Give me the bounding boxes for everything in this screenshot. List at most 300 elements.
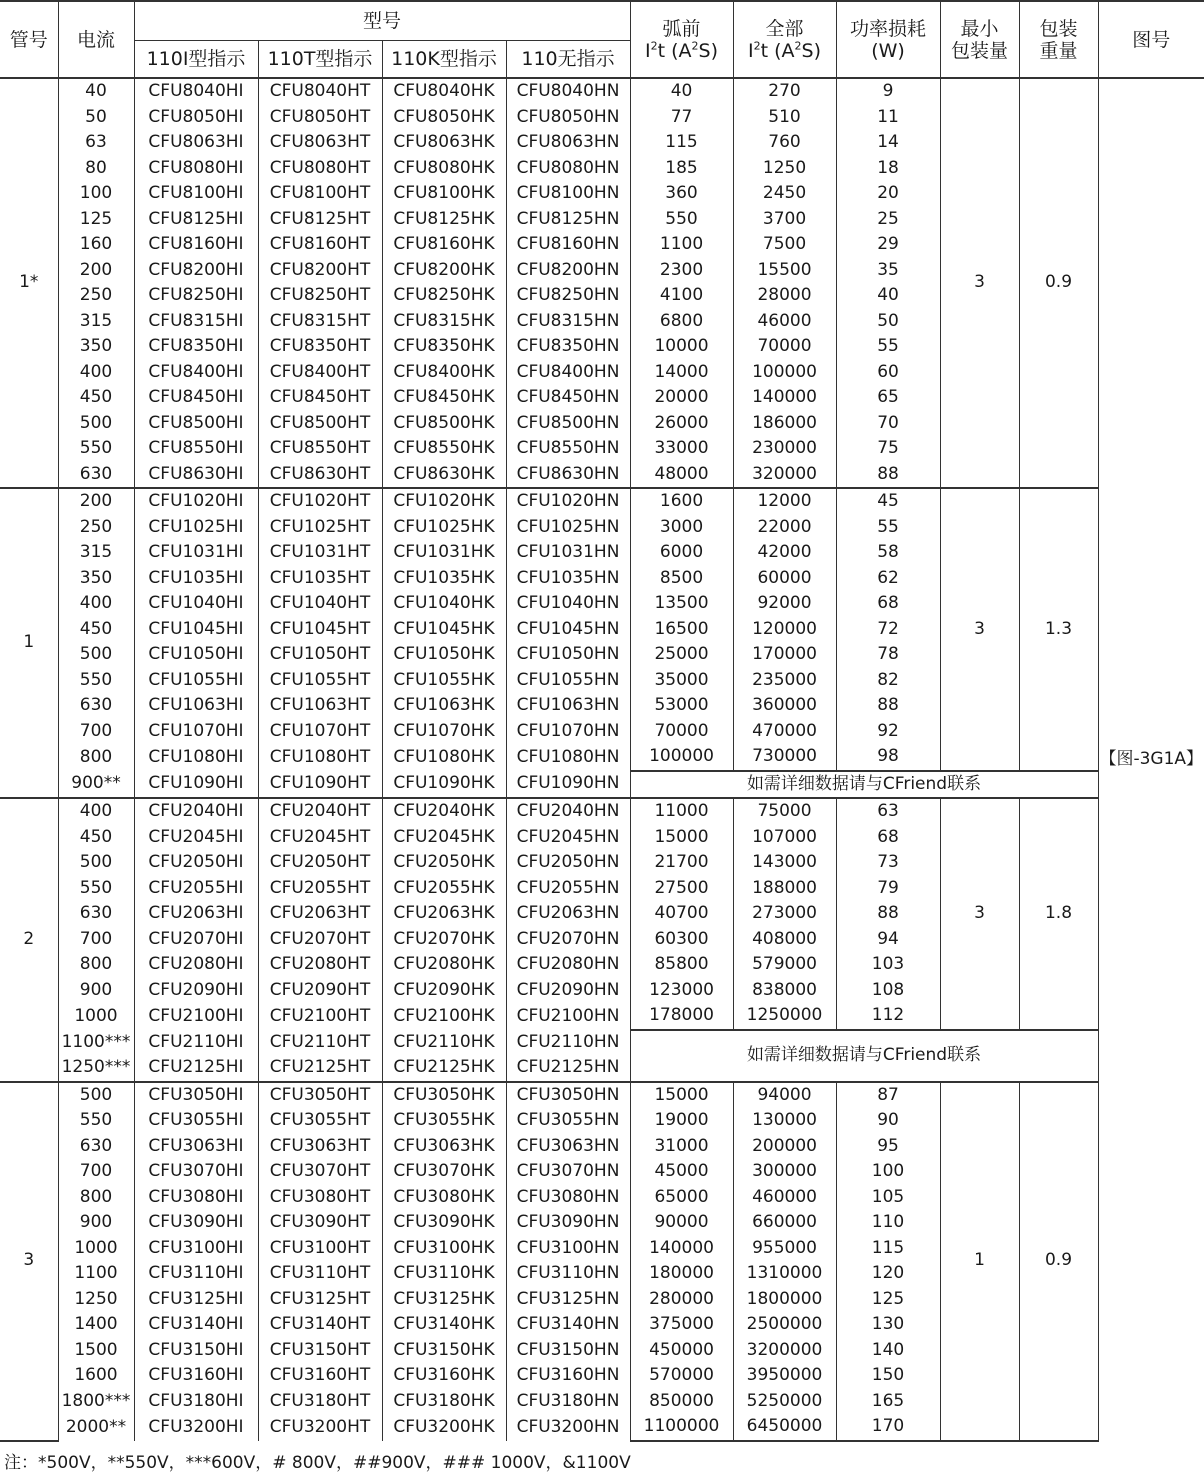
prearc-cell: 850000 — [630, 1389, 733, 1415]
model-none-cell: CFU2100HN — [506, 1003, 630, 1030]
model-none-cell: CFU8630HN — [506, 462, 630, 489]
current-cell: 80 — [58, 156, 134, 182]
model-i-cell: CFU8450HI — [134, 385, 258, 411]
model-none-cell: CFU8550HN — [506, 436, 630, 462]
prearc-cell: 60300 — [630, 927, 733, 953]
power-cell: 79 — [836, 876, 940, 902]
total-cell: 1310000 — [733, 1261, 836, 1287]
model-t-cell: CFU1090HT — [258, 771, 382, 799]
model-k-cell: CFU1025HK — [382, 515, 506, 541]
prearc-cell: 10000 — [630, 334, 733, 360]
model-k-cell: CFU1040HK — [382, 591, 506, 617]
prearc-header — [630, 1, 733, 78]
model-i-cell: CFU8315HI — [134, 309, 258, 335]
model-t-cell: CFU2063HT — [258, 901, 382, 927]
tube-number-cell: 3 — [0, 1082, 58, 1441]
model-i-cell: CFU2050HI — [134, 850, 258, 876]
current-cell: 400 — [58, 591, 134, 617]
model-k-cell: CFU8315HK — [382, 309, 506, 335]
current-cell: 1600 — [58, 1363, 134, 1389]
total-cell: 1250000 — [733, 1003, 836, 1030]
prearc-cell: 6800 — [630, 309, 733, 335]
prearc-cell: 6000 — [630, 540, 733, 566]
model-k-cell: CFU3050HK — [382, 1082, 506, 1109]
prearc-cell: 550 — [630, 207, 733, 233]
prearc-cell: 65000 — [630, 1185, 733, 1211]
current-cell: 450 — [58, 385, 134, 411]
model-t-cell: CFU3200HT — [258, 1414, 382, 1441]
current-cell: 200 — [58, 488, 134, 515]
power-cell: 130 — [836, 1312, 940, 1338]
current-cell: 1250*** — [58, 1055, 134, 1082]
model-k-cell: CFU1063HK — [382, 693, 506, 719]
current-cell: 1250 — [58, 1287, 134, 1313]
prearc-cell: 19000 — [630, 1108, 733, 1134]
power-cell: 63 — [836, 798, 940, 825]
model-none-cell: CFU8160HN — [506, 232, 630, 258]
total-cell: 300000 — [733, 1159, 836, 1185]
model-k-cell: CFU1055HK — [382, 668, 506, 694]
model-t-cell: CFU2125HT — [258, 1055, 382, 1082]
model-t-cell: CFU3080HT — [258, 1185, 382, 1211]
model-none-cell: CFU1045HN — [506, 617, 630, 643]
total-cell: 130000 — [733, 1108, 836, 1134]
power-cell: 140 — [836, 1338, 940, 1364]
current-cell: 900 — [58, 978, 134, 1004]
model-i-cell: CFU1020HI — [134, 488, 258, 515]
model-k-cell: CFU8630HK — [382, 462, 506, 489]
total-cell: 730000 — [733, 744, 836, 771]
total-cell: 408000 — [733, 927, 836, 953]
current-cell: 700 — [58, 1159, 134, 1185]
model-none-cell: CFU2050HN — [506, 850, 630, 876]
model-none-cell: CFU8125HN — [506, 207, 630, 233]
model-t-cell: CFU8630HT — [258, 462, 382, 489]
total-cell: 6450000 — [733, 1414, 836, 1441]
model-i-cell: CFU8400HI — [134, 360, 258, 386]
model-t-cell: CFU3180HT — [258, 1389, 382, 1415]
prearc-cell: 185 — [630, 156, 733, 182]
power-cell: 103 — [836, 952, 940, 978]
model-t-cell: CFU3100HT — [258, 1236, 382, 1262]
current-cell: 630 — [58, 693, 134, 719]
model-i-cell: CFU8040HI — [134, 78, 258, 105]
total-cell: 70000 — [733, 334, 836, 360]
tube-number-cell: 2 — [0, 798, 58, 1082]
power-cell: 105 — [836, 1185, 940, 1211]
total-cell: 955000 — [733, 1236, 836, 1262]
model-i-cell: CFU2040HI — [134, 798, 258, 825]
total-cell: 3950000 — [733, 1363, 836, 1389]
model-t-cell: CFU3125HT — [258, 1287, 382, 1313]
model-i-cell: CFU3050HI — [134, 1082, 258, 1109]
model-i-cell: CFU1045HI — [134, 617, 258, 643]
model-none-cell: CFU1031HN — [506, 540, 630, 566]
total-cell: 140000 — [733, 385, 836, 411]
current-cell: 900 — [58, 1210, 134, 1236]
prearc-cell: 15000 — [630, 825, 733, 851]
model-k-cell: CFU3090HK — [382, 1210, 506, 1236]
model-k-cell: CFU3160HK — [382, 1363, 506, 1389]
power-cell: 100 — [836, 1159, 940, 1185]
prearc-cell: 90000 — [630, 1210, 733, 1236]
total-cell: 75000 — [733, 798, 836, 825]
model-none-cell: CFU8100HN — [506, 181, 630, 207]
model-t-cell: CFU8400HT — [258, 360, 382, 386]
power-cell: 70 — [836, 411, 940, 437]
model-t-cell: CFU8450HT — [258, 385, 382, 411]
total-cell: 46000 — [733, 309, 836, 335]
tube-header: 管号 — [0, 1, 58, 78]
model-i-cell: CFU1031HI — [134, 540, 258, 566]
total-cell: 760 — [733, 130, 836, 156]
model-i-cell: CFU2110HI — [134, 1030, 258, 1056]
prearc-cell: 8500 — [630, 566, 733, 592]
model-i-cell: CFU3063HI — [134, 1134, 258, 1160]
model-sub-k: 110K型指示 — [382, 41, 506, 79]
model-t-cell: CFU8250HT — [258, 283, 382, 309]
prearc-cell: 21700 — [630, 850, 733, 876]
current-cell: 800 — [58, 1185, 134, 1211]
current-cell: 700 — [58, 719, 134, 745]
model-t-cell: CFU8050HT — [258, 105, 382, 131]
model-none-cell: CFU1080HN — [506, 744, 630, 771]
current-cell: 630 — [58, 462, 134, 489]
model-k-cell: CFU8040HK — [382, 78, 506, 105]
prearc-cell: 35000 — [630, 668, 733, 694]
current-cell: 550 — [58, 1108, 134, 1134]
prearc-title: 弧前 — [662, 17, 701, 40]
model-i-cell: CFU3100HI — [134, 1236, 258, 1262]
total-cell: 22000 — [733, 515, 836, 541]
power-cell: 150 — [836, 1363, 940, 1389]
model-k-cell: CFU8080HK — [382, 156, 506, 182]
figure-header: 图号 — [1098, 1, 1204, 78]
current-cell: 350 — [58, 566, 134, 592]
power-cell: 35 — [836, 258, 940, 284]
total-cell: 360000 — [733, 693, 836, 719]
power-cell: 87 — [836, 1082, 940, 1109]
total-cell: 100000 — [733, 360, 836, 386]
model-sub-i: 110I型指示 — [134, 41, 258, 79]
model-t-cell: CFU8550HT — [258, 436, 382, 462]
current-cell: 1100 — [58, 1261, 134, 1287]
prearc-cell: 375000 — [630, 1312, 733, 1338]
model-none-cell: CFU1020HN — [506, 488, 630, 515]
model-i-cell: CFU8100HI — [134, 181, 258, 207]
model-k-cell: CFU1035HK — [382, 566, 506, 592]
model-none-cell: CFU8200HN — [506, 258, 630, 284]
total-cell: 270 — [733, 78, 836, 105]
power-cell: 29 — [836, 232, 940, 258]
model-t-cell: CFU8315HT — [258, 309, 382, 335]
model-t-cell: CFU2110HT — [258, 1030, 382, 1056]
contact-note-cell: 如需详细数据请与CFriend联系 — [630, 771, 1098, 799]
total-cell: 7500 — [733, 232, 836, 258]
model-k-cell: CFU8050HK — [382, 105, 506, 131]
current-cell: 450 — [58, 617, 134, 643]
model-k-cell: CFU3180HK — [382, 1389, 506, 1415]
model-t-cell: CFU2045HT — [258, 825, 382, 851]
current-cell: 450 — [58, 825, 134, 851]
current-cell: 500 — [58, 411, 134, 437]
power-cell: 94 — [836, 927, 940, 953]
current-cell: 400 — [58, 360, 134, 386]
power-cell: 125 — [836, 1287, 940, 1313]
model-header: 型号 — [134, 1, 630, 41]
model-none-cell: CFU8040HN — [506, 78, 630, 105]
power-cell: 11 — [836, 105, 940, 131]
prearc-cell: 3000 — [630, 515, 733, 541]
model-k-cell: CFU2050HK — [382, 850, 506, 876]
table-row — [0, 1030, 1204, 1056]
model-i-cell: CFU3110HI — [134, 1261, 258, 1287]
prearc-cell: 70000 — [630, 719, 733, 745]
power-cell: 14 — [836, 130, 940, 156]
prearc-cell: 20000 — [630, 385, 733, 411]
prearc-cell: 140000 — [630, 1236, 733, 1262]
model-t-cell: CFU8040HT — [258, 78, 382, 105]
model-i-cell: CFU8200HI — [134, 258, 258, 284]
total-cell: 120000 — [733, 617, 836, 643]
current-cell: 630 — [58, 901, 134, 927]
prearc-unit: $I^2t$ $(A^2S)$ — [645, 39, 719, 62]
total-cell: 42000 — [733, 540, 836, 566]
model-k-cell: CFU3200HK — [382, 1414, 506, 1441]
model-i-cell: CFU3080HI — [134, 1185, 258, 1211]
weight-cell: 0.9 — [1019, 78, 1098, 488]
table-body — [0, 78, 1204, 1441]
power-cell: 9 — [836, 78, 940, 105]
model-t-cell: CFU2040HT — [258, 798, 382, 825]
model-i-cell: CFU2055HI — [134, 876, 258, 902]
model-i-cell: CFU8350HI — [134, 334, 258, 360]
figure-label-cell: 【图-3G1A】 — [1098, 78, 1204, 1441]
total-cell: 92000 — [733, 591, 836, 617]
power-cell: 45 — [836, 488, 940, 515]
model-k-cell: CFU2055HK — [382, 876, 506, 902]
total-cell: 170000 — [733, 642, 836, 668]
total-cell: 470000 — [733, 719, 836, 745]
model-k-cell: CFU8160HK — [382, 232, 506, 258]
prearc-cell: 31000 — [630, 1134, 733, 1160]
model-none-cell: CFU8315HN — [506, 309, 630, 335]
model-k-cell: CFU8500HK — [382, 411, 506, 437]
model-none-cell: CFU2055HN — [506, 876, 630, 902]
model-t-cell: CFU8100HT — [258, 181, 382, 207]
power-title: 功率损耗 — [850, 17, 927, 40]
model-t-cell: CFU1035HT — [258, 566, 382, 592]
total-cell: 460000 — [733, 1185, 836, 1211]
model-i-cell: CFU3160HI — [134, 1363, 258, 1389]
model-none-cell: CFU3050HN — [506, 1082, 630, 1109]
model-k-cell: CFU1070HK — [382, 719, 506, 745]
model-k-cell: CFU8550HK — [382, 436, 506, 462]
prearc-cell: 180000 — [630, 1261, 733, 1287]
model-i-cell: CFU3070HI — [134, 1159, 258, 1185]
prearc-cell: 360 — [630, 181, 733, 207]
power-header — [836, 1, 940, 78]
tube-number-cell: 1 — [0, 488, 58, 798]
power-cell: 170 — [836, 1414, 940, 1441]
model-k-cell: CFU2080HK — [382, 952, 506, 978]
model-k-cell: CFU2040HK — [382, 798, 506, 825]
prearc-cell: 27500 — [630, 876, 733, 902]
power-cell: 95 — [836, 1134, 940, 1160]
tube-number-cell: 1* — [0, 78, 58, 488]
model-i-cell: CFU3055HI — [134, 1108, 258, 1134]
model-t-cell: CFU3063HT — [258, 1134, 382, 1160]
model-t-cell: CFU8063HT — [258, 130, 382, 156]
prearc-cell: 45000 — [630, 1159, 733, 1185]
current-cell: 500 — [58, 642, 134, 668]
model-none-cell: CFU3200HN — [506, 1414, 630, 1441]
model-t-cell: CFU1080HT — [258, 744, 382, 771]
total-cell: 273000 — [733, 901, 836, 927]
weight-cell: 0.9 — [1019, 1082, 1098, 1441]
model-none-cell: CFU3100HN — [506, 1236, 630, 1262]
model-i-cell: CFU2045HI — [134, 825, 258, 851]
current-cell: 1000 — [58, 1236, 134, 1262]
model-t-cell: CFU2050HT — [258, 850, 382, 876]
table-row — [0, 771, 1204, 799]
model-i-cell: CFU1063HI — [134, 693, 258, 719]
total-cell: 28000 — [733, 283, 836, 309]
model-sub-t: 110T型指示 — [258, 41, 382, 79]
model-none-cell: CFU1025HN — [506, 515, 630, 541]
model-i-cell: CFU2100HI — [134, 1003, 258, 1030]
model-k-cell: CFU8250HK — [382, 283, 506, 309]
prearc-cell: 16500 — [630, 617, 733, 643]
prearc-cell: 1100 — [630, 232, 733, 258]
total-cell: 15500 — [733, 258, 836, 284]
model-none-cell: CFU1055HN — [506, 668, 630, 694]
total-cell: 94000 — [733, 1082, 836, 1109]
power-cell: 60 — [836, 360, 940, 386]
model-k-cell: CFU8400HK — [382, 360, 506, 386]
model-i-cell: CFU1070HI — [134, 719, 258, 745]
current-cell: 500 — [58, 850, 134, 876]
current-cell: 350 — [58, 334, 134, 360]
model-none-cell: CFU3110HN — [506, 1261, 630, 1287]
prearc-cell: 48000 — [630, 462, 733, 489]
current-cell: 1500 — [58, 1338, 134, 1364]
model-t-cell: CFU1031HT — [258, 540, 382, 566]
prearc-cell: 2300 — [630, 258, 733, 284]
power-cell: 68 — [836, 591, 940, 617]
prearc-cell: 15000 — [630, 1082, 733, 1109]
prearc-cell: 26000 — [630, 411, 733, 437]
model-i-cell: CFU8080HI — [134, 156, 258, 182]
current-cell: 550 — [58, 436, 134, 462]
prearc-cell: 1100000 — [630, 1414, 733, 1441]
model-none-cell: CFU3070HN — [506, 1159, 630, 1185]
prearc-cell: 570000 — [630, 1363, 733, 1389]
model-t-cell: CFU3090HT — [258, 1210, 382, 1236]
current-cell: 63 — [58, 130, 134, 156]
power-cell: 58 — [836, 540, 940, 566]
model-k-cell: CFU8125HK — [382, 207, 506, 233]
model-t-cell: CFU1045HT — [258, 617, 382, 643]
current-cell: 500 — [58, 1082, 134, 1109]
total-cell: 235000 — [733, 668, 836, 694]
power-cell: 112 — [836, 1003, 940, 1030]
current-cell: 400 — [58, 798, 134, 825]
total-cell: 143000 — [733, 850, 836, 876]
total-cell: 107000 — [733, 825, 836, 851]
current-cell: 1400 — [58, 1312, 134, 1338]
current-cell: 250 — [58, 283, 134, 309]
model-none-cell: CFU8050HN — [506, 105, 630, 131]
prearc-cell: 14000 — [630, 360, 733, 386]
model-none-cell: CFU2110HN — [506, 1030, 630, 1056]
model-t-cell: CFU8160HT — [258, 232, 382, 258]
model-t-cell: CFU3055HT — [258, 1108, 382, 1134]
model-k-cell: CFU2045HK — [382, 825, 506, 851]
contact-note-cell: 如需详细数据请与CFriend联系 — [630, 1030, 1098, 1082]
model-i-cell: CFU3150HI — [134, 1338, 258, 1364]
model-k-cell: CFU3063HK — [382, 1134, 506, 1160]
model-none-cell: CFU3150HN — [506, 1338, 630, 1364]
model-t-cell: CFU3110HT — [258, 1261, 382, 1287]
model-t-cell: CFU2080HT — [258, 952, 382, 978]
model-none-cell: CFU1063HN — [506, 693, 630, 719]
model-t-cell: CFU3150HT — [258, 1338, 382, 1364]
prearc-cell: 1600 — [630, 488, 733, 515]
model-none-cell: CFU8080HN — [506, 156, 630, 182]
total-header — [733, 1, 836, 78]
weight-cell: 1.8 — [1019, 798, 1098, 1030]
power-cell: 88 — [836, 462, 940, 489]
model-k-cell: CFU1090HK — [382, 771, 506, 799]
model-none-cell: CFU3140HN — [506, 1312, 630, 1338]
model-i-cell: CFU8250HI — [134, 283, 258, 309]
model-k-cell: CFU8200HK — [382, 258, 506, 284]
total-cell: 320000 — [733, 462, 836, 489]
total-title: 全部 — [765, 17, 804, 40]
model-none-cell: CFU2125HN — [506, 1055, 630, 1082]
model-t-cell: CFU3050HT — [258, 1082, 382, 1109]
current-cell: 160 — [58, 232, 134, 258]
current-cell: 315 — [58, 309, 134, 335]
model-k-cell: CFU3100HK — [382, 1236, 506, 1262]
total-cell: 186000 — [733, 411, 836, 437]
power-cell: 115 — [836, 1236, 940, 1262]
min-pack-cell: 3 — [940, 78, 1019, 488]
current-cell: 900** — [58, 771, 134, 799]
current-cell: 550 — [58, 668, 134, 694]
model-i-cell: CFU2080HI — [134, 952, 258, 978]
model-none-cell: CFU2080HN — [506, 952, 630, 978]
weight-header: 包装 重量 — [1019, 1, 1098, 78]
prearc-cell: 53000 — [630, 693, 733, 719]
current-cell: 1000 — [58, 1003, 134, 1030]
total-cell: 3200000 — [733, 1338, 836, 1364]
current-cell: 630 — [58, 1134, 134, 1160]
model-i-cell: CFU1035HI — [134, 566, 258, 592]
model-t-cell: CFU3160HT — [258, 1363, 382, 1389]
model-t-cell: CFU3140HT — [258, 1312, 382, 1338]
model-t-cell: CFU1070HT — [258, 719, 382, 745]
model-t-cell: CFU1050HT — [258, 642, 382, 668]
model-k-cell: CFU2063HK — [382, 901, 506, 927]
power-cell: 88 — [836, 901, 940, 927]
model-k-cell: CFU3055HK — [382, 1108, 506, 1134]
model-t-cell: CFU1055HT — [258, 668, 382, 694]
model-i-cell: CFU8500HI — [134, 411, 258, 437]
model-t-cell: CFU3070HT — [258, 1159, 382, 1185]
power-cell: 65 — [836, 385, 940, 411]
